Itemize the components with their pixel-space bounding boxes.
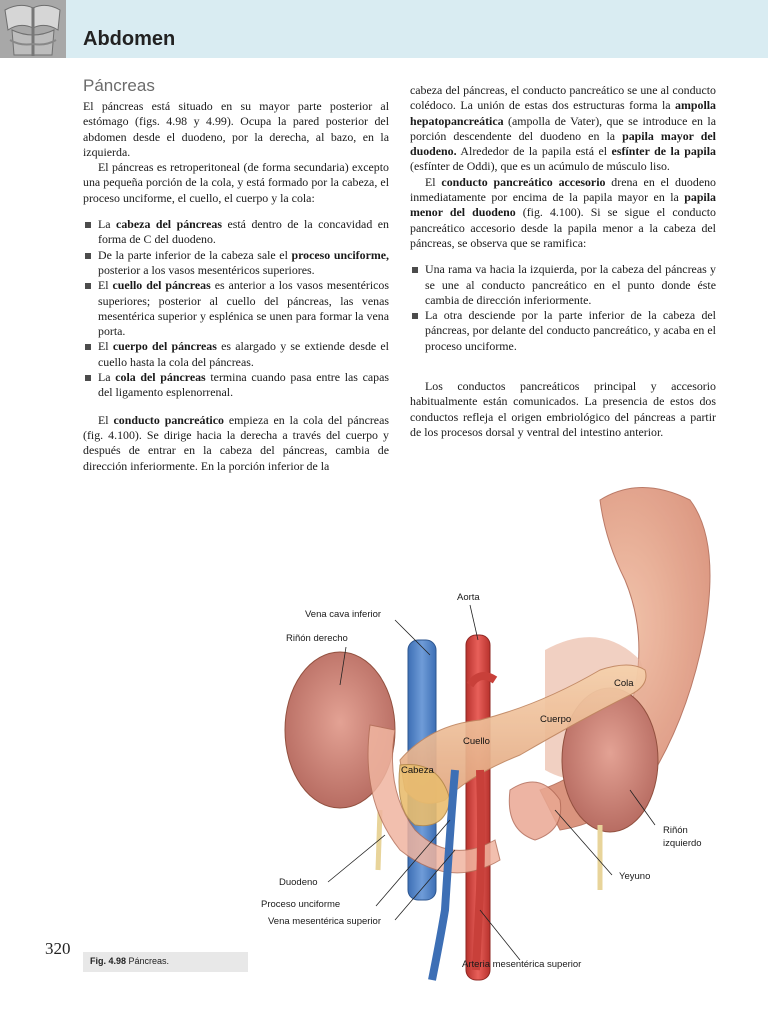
label-yeyuno: Yeyuno — [619, 871, 651, 882]
label-vena-cava-inferior: Vena cava inferior — [305, 609, 382, 620]
list-item: De la parte inferior de la cabeza sale el proceso unciforme, posterior a los vasos mesentéricos superiores. — [83, 248, 389, 279]
figure-caption-text: Páncreas. — [128, 956, 170, 966]
label-cuerpo: Cuerpo — [540, 714, 572, 725]
label-aorta: Aorta — [457, 592, 480, 603]
chapter-title: Abdomen — [83, 28, 176, 50]
paragraph: Los conductos pancreáticos principal y accesorio habitualmente están comunicados. La presencia de estos dos conductos refleja el origen embriológico del páncreas a partir de los procesos dorsal y ventral del intestino anterior. — [410, 379, 716, 439]
label-duodeno: Duodeno — [279, 877, 318, 888]
section-title: Páncreas — [83, 76, 155, 95]
list-item: El cuello del páncreas es anterior a los vasos mesentéricos superiores; posterior al cuello del páncreas, las venas mesentérica superior y esplénica se unen para formar la vena porta. — [83, 278, 389, 339]
paragraph: El páncreas es retroperitoneal (de forma secundaria) excepto una pequeña porción de la cola, y está formado por la cabeza, el proceso unciforme, el cuello, el cuerpo y la cola: — [83, 160, 389, 205]
list-item: La cabeza del páncreas está dentro de la concavidad en forma de C del duodeno. — [83, 217, 389, 248]
label-rinon-izquierdo-2: izquierdo — [663, 838, 702, 849]
page-number: 320 — [45, 939, 71, 958]
label-cuello: Cuello — [463, 736, 490, 747]
label-vena-mesenterica-superior: Vena mesentérica superior — [268, 916, 382, 927]
label-cola: Cola — [614, 678, 634, 689]
list-item: La otra desciende por la parte inferior de la cabeza del páncreas, por delante del conducto pancreático, y acaba en el proceso unciforme. — [410, 308, 716, 354]
paragraph: El conducto pancreático accesorio drena en el duodeno inmediatamente por encima de la papila mayor en la papila menor del duodeno (fig. 4.100). Si se sigue el conducto pancreático accesorio desde la papila menor a la cabeza del páncreas, se observa que se ramifica: — [410, 174, 716, 250]
skeleton-thumbnail-image — [0, 0, 66, 58]
pancreas-anatomy-figure — [0, 470, 768, 990]
left-text-column — [83, 99, 389, 474]
label-arteria-mesenterica-superior: Arteria mesentérica superior — [462, 959, 582, 970]
bullet-list — [83, 217, 389, 401]
label-rinon-derecho: Riñón derecho — [286, 633, 348, 644]
figure-caption — [83, 952, 248, 972]
paragraph: El páncreas está situado en su mayor parte posterior al estómago (figs. 4.98 y 4.99). Ocupa la pared posterior del abdomen desde el duodeno, por la derecha, al bazo, en la izquierda. — [83, 99, 389, 159]
list-item: Una rama va hacia la izquierda, por la cabeza del páncreas y se une al conducto pancreático en el punto donde éste cambia de dirección inferiormente. — [410, 262, 716, 308]
chapter-header — [0, 0, 768, 58]
list-item: El cuerpo del páncreas es alargado y se extiende desde el cuello hasta la cola del páncreas. — [83, 339, 389, 370]
label-cabeza: Cabeza — [401, 765, 434, 776]
paragraph: El conducto pancreático empieza en la cola del páncreas (fig. 4.100). Se dirige hacia la derecha a través del cuerpo y después de entrar en la cabeza del páncreas, cambia de dirección inferiormente. En la porción inferior de la — [83, 412, 389, 473]
figure-number: Fig. 4.98 — [90, 956, 127, 966]
pancreas-illustration — [0, 470, 768, 990]
label-proceso-unciforme: Proceso unciforme — [261, 899, 341, 910]
right-text-column — [410, 83, 716, 440]
paragraph: cabeza del páncreas, el conducto pancreático se une al conducto colédoco. La unión de estas dos estructuras forma la ampolla hepatopancreática (ampolla de Vater), que se introduce en la porción descendente del duodeno en la papila mayor del duodeno. Alrededor de la papila está el esfínter de la papila (esfínter de Oddi), que es un acúmulo de músculo liso. — [410, 83, 716, 174]
list-item: La cola del páncreas termina cuando pasa entre las capas del ligamento esplenorrenal. — [83, 370, 389, 401]
label-rinon-izquierdo: Riñón — [663, 825, 688, 836]
bullet-list — [410, 262, 716, 354]
